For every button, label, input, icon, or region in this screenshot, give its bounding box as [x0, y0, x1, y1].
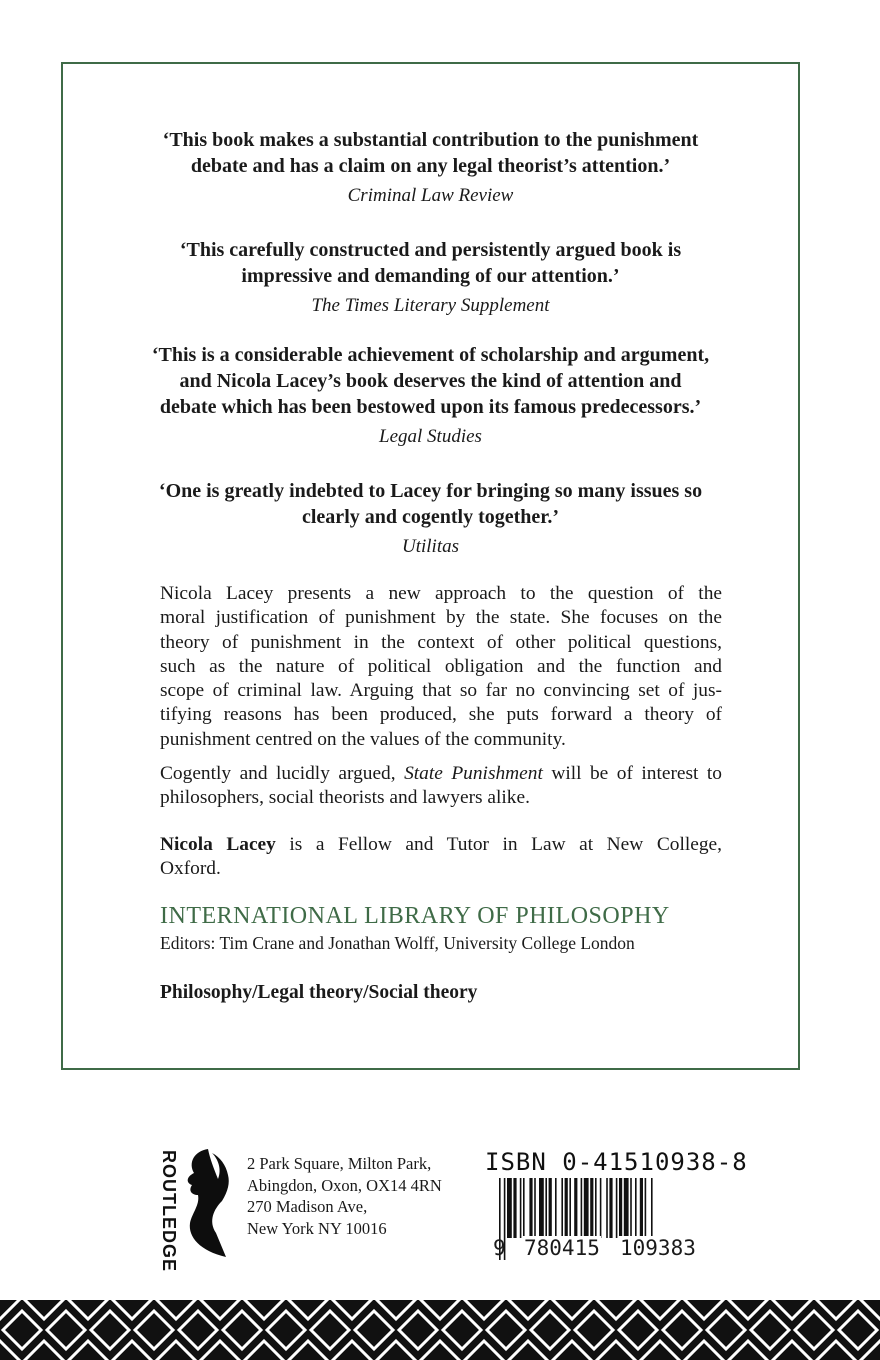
- barcode-bar: [507, 1178, 512, 1238]
- barcode-digit-first: 9: [493, 1236, 506, 1260]
- quote-line: and Nicola Lacey’s book deserves the kind of attention and: [179, 370, 682, 392]
- barcode-digits-left: 780415: [524, 1236, 600, 1260]
- author-bio: [160, 833, 722, 882]
- barcode-bar: [640, 1178, 643, 1238]
- footer-lattice-pattern: [0, 1300, 880, 1360]
- barcode-bar: [523, 1178, 525, 1238]
- description-text: will be of interest to: [542, 763, 722, 784]
- barcode-bar: [606, 1178, 608, 1238]
- barcode-bar: [616, 1178, 618, 1238]
- quote-text: [61, 127, 800, 179]
- description-text: Cogently and lucidly argued,: [160, 763, 405, 784]
- description-line: such as the nature of political obligation and the function and: [160, 655, 722, 677]
- series-editors: Editors: Tim Crane and Jonathan Wolff, University College London: [160, 933, 635, 953]
- pattern-background: [0, 1300, 880, 1360]
- subject-categories: Philosophy/Legal theory/Social theory: [160, 982, 478, 1003]
- quote-source: Legal Studies: [379, 426, 482, 447]
- barcode-bar: [584, 1178, 589, 1238]
- quote-line: debate which has been bestowed upon its famous predecessors.’: [159, 396, 702, 418]
- barcode-bar: [590, 1178, 593, 1238]
- description-line: moral justification of punishment by the state. She focuses on the: [160, 607, 722, 629]
- quote-source: The Times Literary Supplement: [311, 295, 550, 316]
- series-name: INTERNATIONAL LIBRARY OF PHILOSOPHY: [160, 903, 670, 929]
- book-title: State Punishment: [404, 763, 543, 784]
- description-line: scope of criminal law. Arguing that so far no convincing set of jus-: [160, 680, 722, 702]
- barcode-bar: [600, 1178, 602, 1238]
- description-line: [160, 762, 722, 786]
- quote-text: [61, 237, 800, 289]
- barcode-bar: [539, 1178, 544, 1238]
- description-line: punishment centred on the values of the community.: [160, 728, 566, 750]
- barcode-bar: [549, 1178, 552, 1238]
- quote-source: Criminal Law Review: [347, 185, 514, 206]
- barcode-bar: [581, 1178, 583, 1238]
- barcode-bar: [645, 1178, 647, 1238]
- quote-line: impressive and demanding of our attention.’: [241, 265, 620, 287]
- barcode-bar: [520, 1178, 522, 1238]
- isbn-label: ISBN 0-41510938-8: [485, 1148, 748, 1176]
- quote-source: Utilitas: [401, 536, 459, 557]
- review-quote: [61, 478, 800, 560]
- barcode-bar: [534, 1178, 536, 1238]
- author-name: Nicola Lacey: [160, 834, 276, 855]
- address-line: 270 Madison Ave,: [247, 1197, 368, 1216]
- description-line: philosophers, social theorists and lawyers alike.: [160, 787, 530, 809]
- address-line: Abingdon, Oxon, OX14 4RN: [247, 1176, 442, 1195]
- barcode-digits-right: 109383: [620, 1236, 696, 1260]
- description-line: Nicola Lacey presents a new approach to the question of the: [160, 583, 722, 604]
- quote-text: [61, 478, 800, 530]
- routledge-logo-icon: [156, 1147, 236, 1273]
- address-line: 2 Park Square, Milton Park,: [247, 1154, 432, 1173]
- barcode-bar: [561, 1178, 563, 1238]
- description-line: tifying reasons has been produced, she puts forward a theory of: [160, 704, 722, 726]
- description-paragraph: [160, 762, 722, 811]
- barcode-bar: [624, 1178, 629, 1238]
- quote-line: ‘This is a considerable achievement of scholarship and argument,: [151, 344, 710, 366]
- barcode-bar: [565, 1178, 568, 1238]
- author-bio-line: Oxford.: [160, 858, 221, 880]
- publisher-address-uk: [247, 1153, 442, 1197]
- quote-line: clearly and cogently together.’: [302, 506, 559, 528]
- author-bio-text: is a Fellow and Tutor in Law at New College,: [275, 834, 722, 855]
- barcode-bar: [569, 1178, 571, 1238]
- barcode-bar: [555, 1178, 557, 1238]
- publisher-address-us: [247, 1196, 387, 1240]
- barcode-bar: [545, 1178, 547, 1238]
- barcode-bar: [619, 1178, 622, 1238]
- publisher-wordmark: ROUTLEDGE: [159, 1150, 179, 1273]
- review-quote: [61, 237, 800, 319]
- barcode-bar: [595, 1178, 597, 1238]
- review-quote: [61, 127, 800, 209]
- description-line: theory of punishment in the context of other political questions,: [160, 631, 722, 653]
- description-paragraph: [160, 582, 722, 752]
- address-line: New York NY 10016: [247, 1219, 387, 1238]
- barcode-bar: [529, 1178, 532, 1238]
- review-quote: [61, 342, 800, 450]
- quote-line: ‘This book makes a substantial contribution to the punishment: [162, 129, 699, 151]
- barcode-bar: [513, 1178, 516, 1238]
- barcode-bar: [635, 1178, 637, 1238]
- quote-line: debate and has a claim on any legal theorist’s attention.’: [190, 155, 671, 177]
- barcode-bar: [609, 1178, 612, 1238]
- quote-line: ‘This carefully constructed and persistently argued book is: [179, 239, 682, 261]
- quote-line: ‘One is greatly indebted to Lacey for bringing so many issues so: [158, 480, 703, 502]
- quote-text: [61, 342, 800, 420]
- author-bio-line: [160, 833, 722, 857]
- barcode-bar: [630, 1178, 632, 1238]
